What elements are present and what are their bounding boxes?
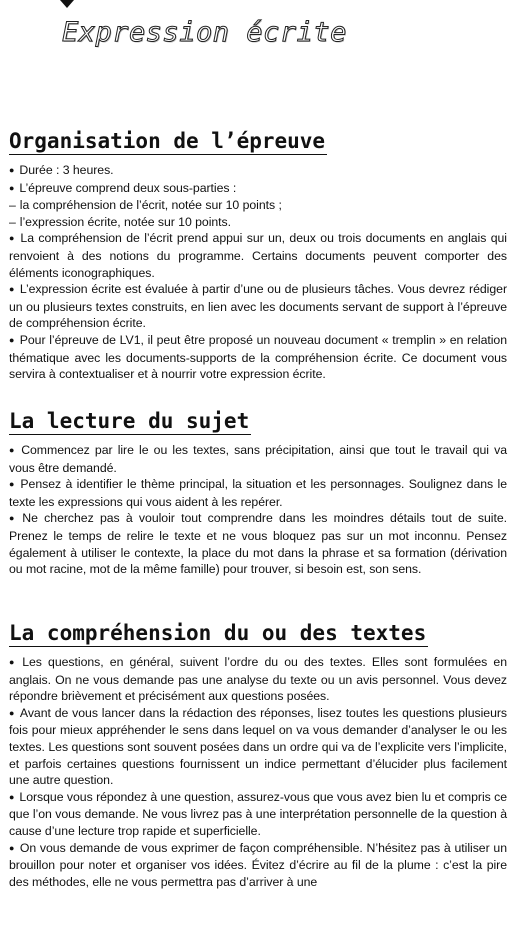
list-item: ● Les questions, en général, suivent l’ordre du ou des textes. Elles sont formulées en anglais. On ne vous demande pas une analyse du texte ou un avis personnel. Vous devez répondre brièvement et précisément aux questions posées. xyxy=(9,654,507,705)
corner-mark xyxy=(60,0,74,8)
list-item: ● Durée : 3 heures. xyxy=(9,162,507,180)
list-item: ● Avant de vous lancer dans la rédaction des réponses, lisez toutes les questions plusieurs fois pour mieux appréhender le sens dans lequel on va vous demander d’analyser le ou les textes. Les questions sont souvent posées dans un ordre qui va de l’explicite vers l’implicite, et parfois certaines questions fournissent un indice permettant d’élucider plus facilement une autre question. xyxy=(9,705,507,789)
section-comprehension xyxy=(9,620,507,890)
list-item: ● Ne cherchez pas à vouloir tout comprendre dans les moindres détails tout de suite. Prenez le temps de relire le texte et ne vous bloquez pas sur un mot inconnu. Pensez également à utiliser le contexte, la place du mot dans la phrase et sa formation (dérivation ou mot racine, mot de la même famille) pour trouver, si besoin est, son sens. xyxy=(9,510,507,577)
section-organisation xyxy=(9,128,507,383)
section-heading: Organisation de l’épreuve xyxy=(9,129,326,153)
section-body xyxy=(9,654,507,890)
list-item: ● L’expression écrite est évaluée à partir d’une ou de plusieurs tâches. Vous devrez rédiger un ou plusieurs textes construits, en lien avec les documents servant de support à l’épreuve de compréhension écrite. xyxy=(9,281,507,332)
section-body xyxy=(9,162,507,383)
section-lecture xyxy=(9,408,507,578)
section-heading: La compréhension du ou des textes xyxy=(9,621,427,645)
section-heading: La lecture du sujet xyxy=(9,409,250,433)
page-title: Expression écrite xyxy=(62,17,347,48)
section-body xyxy=(9,442,507,578)
list-item: – la compréhension de l’écrit, notée sur 10 points ; xyxy=(9,197,507,214)
list-item: – l’expression écrite, notée sur 10 points. xyxy=(9,214,507,231)
list-item: ● La compréhension de l’écrit prend appui sur un, deux ou trois documents en anglais qui renvoient à des notions du programme. Certains documents peuvent comporter des éléments iconographiques. xyxy=(9,230,507,281)
list-item: ● Commencez par lire le ou les textes, sans précipitation, ainsi que tout le travail qui va vous être demandé. xyxy=(9,442,507,476)
list-item: ● Pensez à identifier le thème principal, la situation et les personnages. Soulignez dans le texte les expressions qui vous aident à les repérer. xyxy=(9,476,507,510)
list-item: ● On vous demande de vous exprimer de façon compréhensible. N’hésitez pas à utiliser un brouillon pour noter et organiser vos idées. Évitez d’écrire au fil de la plume : c’est la pire des méthodes, elle ne vous permettra pas d’arriver à une xyxy=(9,840,507,891)
list-item: ● Pour l’épreuve de LV1, il peut être proposé un nouveau document « tremplin » en relation thématique avec les documents-supports de la compréhension écrite. Ce document vous servira à contextualiser et à nourrir votre expression écrite. xyxy=(9,332,507,383)
list-item: ● Lorsque vous répondez à une question, assurez-vous que vous avez bien lu et compris ce que l’on vous demande. Ne vous livrez pas à une interprétation personnelle de la question à cause d’une lecture trop rapide et superficielle. xyxy=(9,789,507,840)
list-item: ● L’épreuve comprend deux sous-parties : xyxy=(9,180,507,198)
